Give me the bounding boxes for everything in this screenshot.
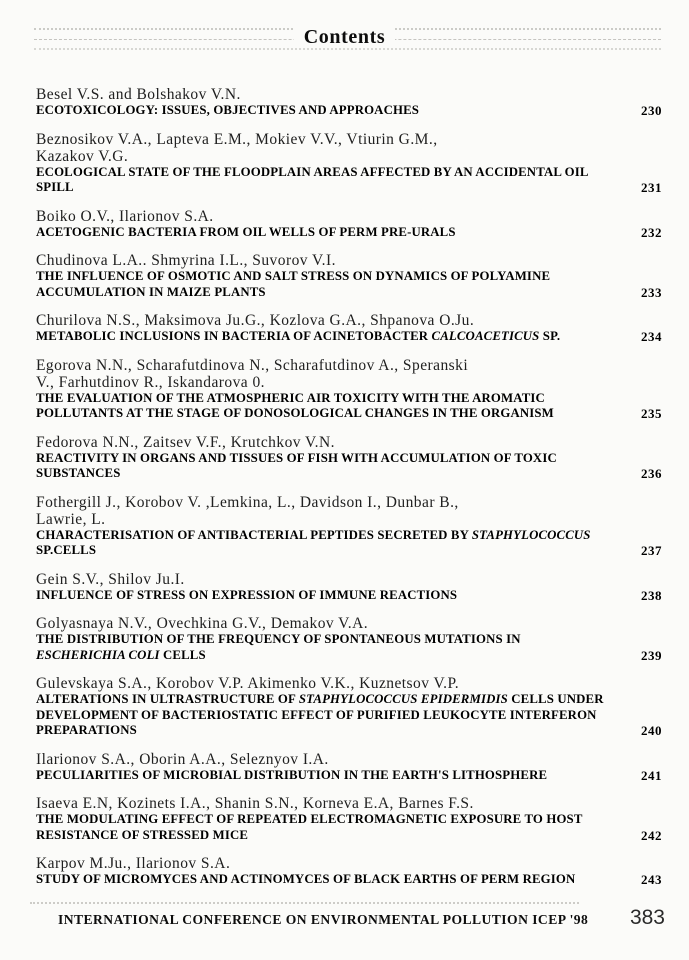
entry-page-number: 238	[641, 587, 662, 603]
toc-entry	[36, 615, 663, 663]
entry-authors: Chudinova L.A.. Shmyrina I.L., Suvorov V.I.	[36, 252, 336, 269]
toc-entry-body	[36, 795, 614, 843]
entry-page-number: 240	[641, 723, 662, 738]
toc-entry-body	[36, 208, 614, 241]
toc-entry-body	[36, 615, 614, 663]
entry-title: PECULIARITIES OF MICROBIAL DISTRIBUTION IN THE EARTH'S LITHOSPHERE	[36, 767, 548, 782]
entry-authors: Gulevskaya S.A., Korobov V.P. Akimenko V.K., Kuznetsov V.P.	[36, 675, 460, 692]
entry-authors: Besel V.S. and Bolshakov V.N.	[36, 86, 241, 103]
toc-entry	[36, 494, 663, 559]
entry-title: ALTERATIONS IN ULTRASTRUCTURE OF STAPHYLOCOCCUS EPIDERMIDIS CELLS UNDER DEVELOPMENT OF BACTERIOSTATIC EFFECT OF PURIFIED LEUKOCYTE INTERFERON PREPARATIONS	[36, 692, 604, 737]
entry-authors: Karpov M.Ju., Ilarionov S.A.	[36, 855, 231, 872]
entry-page-number: 236	[641, 466, 662, 481]
toc-entry-body	[36, 357, 614, 422]
toc-entry-body	[36, 252, 614, 300]
entry-title: THE EVALUATION OF THE ATMOSPHERIC AIR TOXICITY WITH THE AROMATIC POLLUTANTS AT THE STAGE OF DONOSOLOGICAL CHANGES IN THE ORGANISM	[36, 390, 554, 420]
entry-page-number: 231	[641, 180, 662, 195]
toc-entry	[36, 434, 663, 482]
entry-authors: Beznosikov V.A., Lapteva E.M., Mokiev V.V., Vtiurin G.M., Kazakov V.G.	[36, 130, 438, 165]
entry-page-number: 230	[641, 103, 662, 118]
toc-entry	[36, 795, 663, 843]
entry-page-number: 239	[641, 647, 662, 663]
entry-authors: Fothergill J., Korobov V. ,Lemkina, L., Davidson I., Dunbar B., Lawrie, L.	[36, 493, 459, 528]
entry-title: ECOTOXICOLOGY: ISSUES, OBJECTIVES AND APPROACHES	[36, 103, 420, 117]
toc-entry	[36, 208, 663, 241]
toc-entry	[36, 675, 663, 739]
toc-entry	[36, 571, 663, 604]
entry-title: THE DISTRIBUTION OF THE FREQUENCY OF SPONTANEOUS MUTATIONS IN ESCHERICHIA COLI CELLS	[36, 632, 521, 662]
toc-entry	[36, 855, 663, 888]
entry-page-number: 235	[641, 406, 662, 421]
entry-title: REACTIVITY IN ORGANS AND TISSUES OF FISH WITH ACCUMULATION OF TOXIC SUBSTANCES	[36, 450, 557, 480]
entry-page-number: 233	[641, 284, 662, 300]
entry-page-number: 234	[641, 329, 662, 344]
toc-entry	[36, 357, 663, 422]
entry-page-number: 243	[641, 872, 662, 887]
footer-conference-title: INTERNATIONAL CONFERENCE ON ENVIRONMENTAL POLLUTION ICEP '98	[58, 912, 589, 927]
toc-entry	[36, 252, 663, 300]
entry-page-number: 242	[641, 827, 662, 843]
entry-title: INFLUENCE OF STRESS ON EXPRESSION OF IMMUNE REACTIONS	[36, 587, 458, 602]
page-title	[0, 26, 689, 49]
entry-title: STUDY OF MICROMYCES AND ACTINOMYCES OF BLACK EARTHS OF PERM REGION	[36, 872, 576, 886]
entry-page-number: 237	[641, 543, 662, 558]
toc-list	[36, 86, 663, 900]
toc-entry-body	[36, 751, 614, 784]
toc-entry	[36, 751, 663, 784]
entry-authors: Golyasnaya N.V., Ovechkina G.V., Demakov V.A.	[36, 615, 369, 632]
toc-entry-body	[36, 131, 614, 196]
entry-title: THE MODULATING EFFECT OF REPEATED ELECTROMAGNETIC EXPOSURE TO HOST RESISTANCE OF STRESSED MICE	[36, 812, 583, 842]
footer-page-number: 383	[629, 906, 665, 929]
toc-entry-body	[36, 675, 614, 739]
entry-title: METABOLIC INCLUSIONS IN BACTERIA OF ACINETOBACTER CALCOACETICUS SP.	[36, 329, 561, 343]
entry-authors: Boiko O.V., Ilarionov S.A.	[36, 207, 214, 225]
entry-title: ACETOGENIC BACTERIA FROM OIL WELLS OF PERM PRE-URALS	[36, 224, 456, 239]
page-header	[0, 0, 689, 70]
entry-title: ECOLOGICAL STATE OF THE FLOODPLAIN AREAS AFFECTED BY AN ACCIDENTAL OIL SPILL	[36, 164, 589, 194]
toc-entry	[36, 86, 663, 119]
entry-authors: Ilarionov S.A., Oborin A.A., Seleznyov I.A.	[36, 750, 329, 768]
entry-authors: Egorova N.N., Scharafutdinova N., Scharafutdinov A., Speranski V., Farhutdinov R., Iskandarova 0.	[36, 356, 469, 391]
toc-entry-body	[36, 312, 614, 345]
entry-authors: Isaeva E.N, Kozinets I.A., Shanin S.N., Korneva E.A, Barnes F.S.	[36, 795, 474, 812]
entry-authors: Churilova N.S., Maksimova Ju.G., Kozlova G.A., Shpanova O.Ju.	[36, 312, 475, 329]
toc-entry-body	[36, 855, 614, 888]
page-title-text: Contents	[294, 26, 395, 48]
toc-entry-body	[36, 571, 614, 604]
toc-entry	[36, 312, 663, 345]
page-footer	[0, 900, 689, 930]
toc-entry	[36, 131, 663, 196]
entry-title: THE INFLUENCE OF OSMOTIC AND SALT STRESS ON DYNAMICS OF POLYAMINE ACCUMULATION IN MAIZE PLANTS	[36, 269, 551, 299]
toc-entry-body	[36, 86, 614, 119]
entry-page-number: 232	[641, 224, 662, 240]
entry-authors: Gein S.V., Shilov Ju.I.	[36, 570, 185, 588]
entry-authors: Fedorova N.N., Zaitsev V.F., Krutchkov V.N.	[36, 433, 335, 451]
entry-title: CHARACTERISATION OF ANTIBACTERIAL PEPTIDES SECRETED BY STAPHYLOCOCCUS SP.CELLS	[36, 527, 591, 557]
toc-entry-body	[36, 494, 614, 559]
toc-entry-body	[36, 434, 614, 482]
entry-page-number: 241	[641, 767, 662, 783]
